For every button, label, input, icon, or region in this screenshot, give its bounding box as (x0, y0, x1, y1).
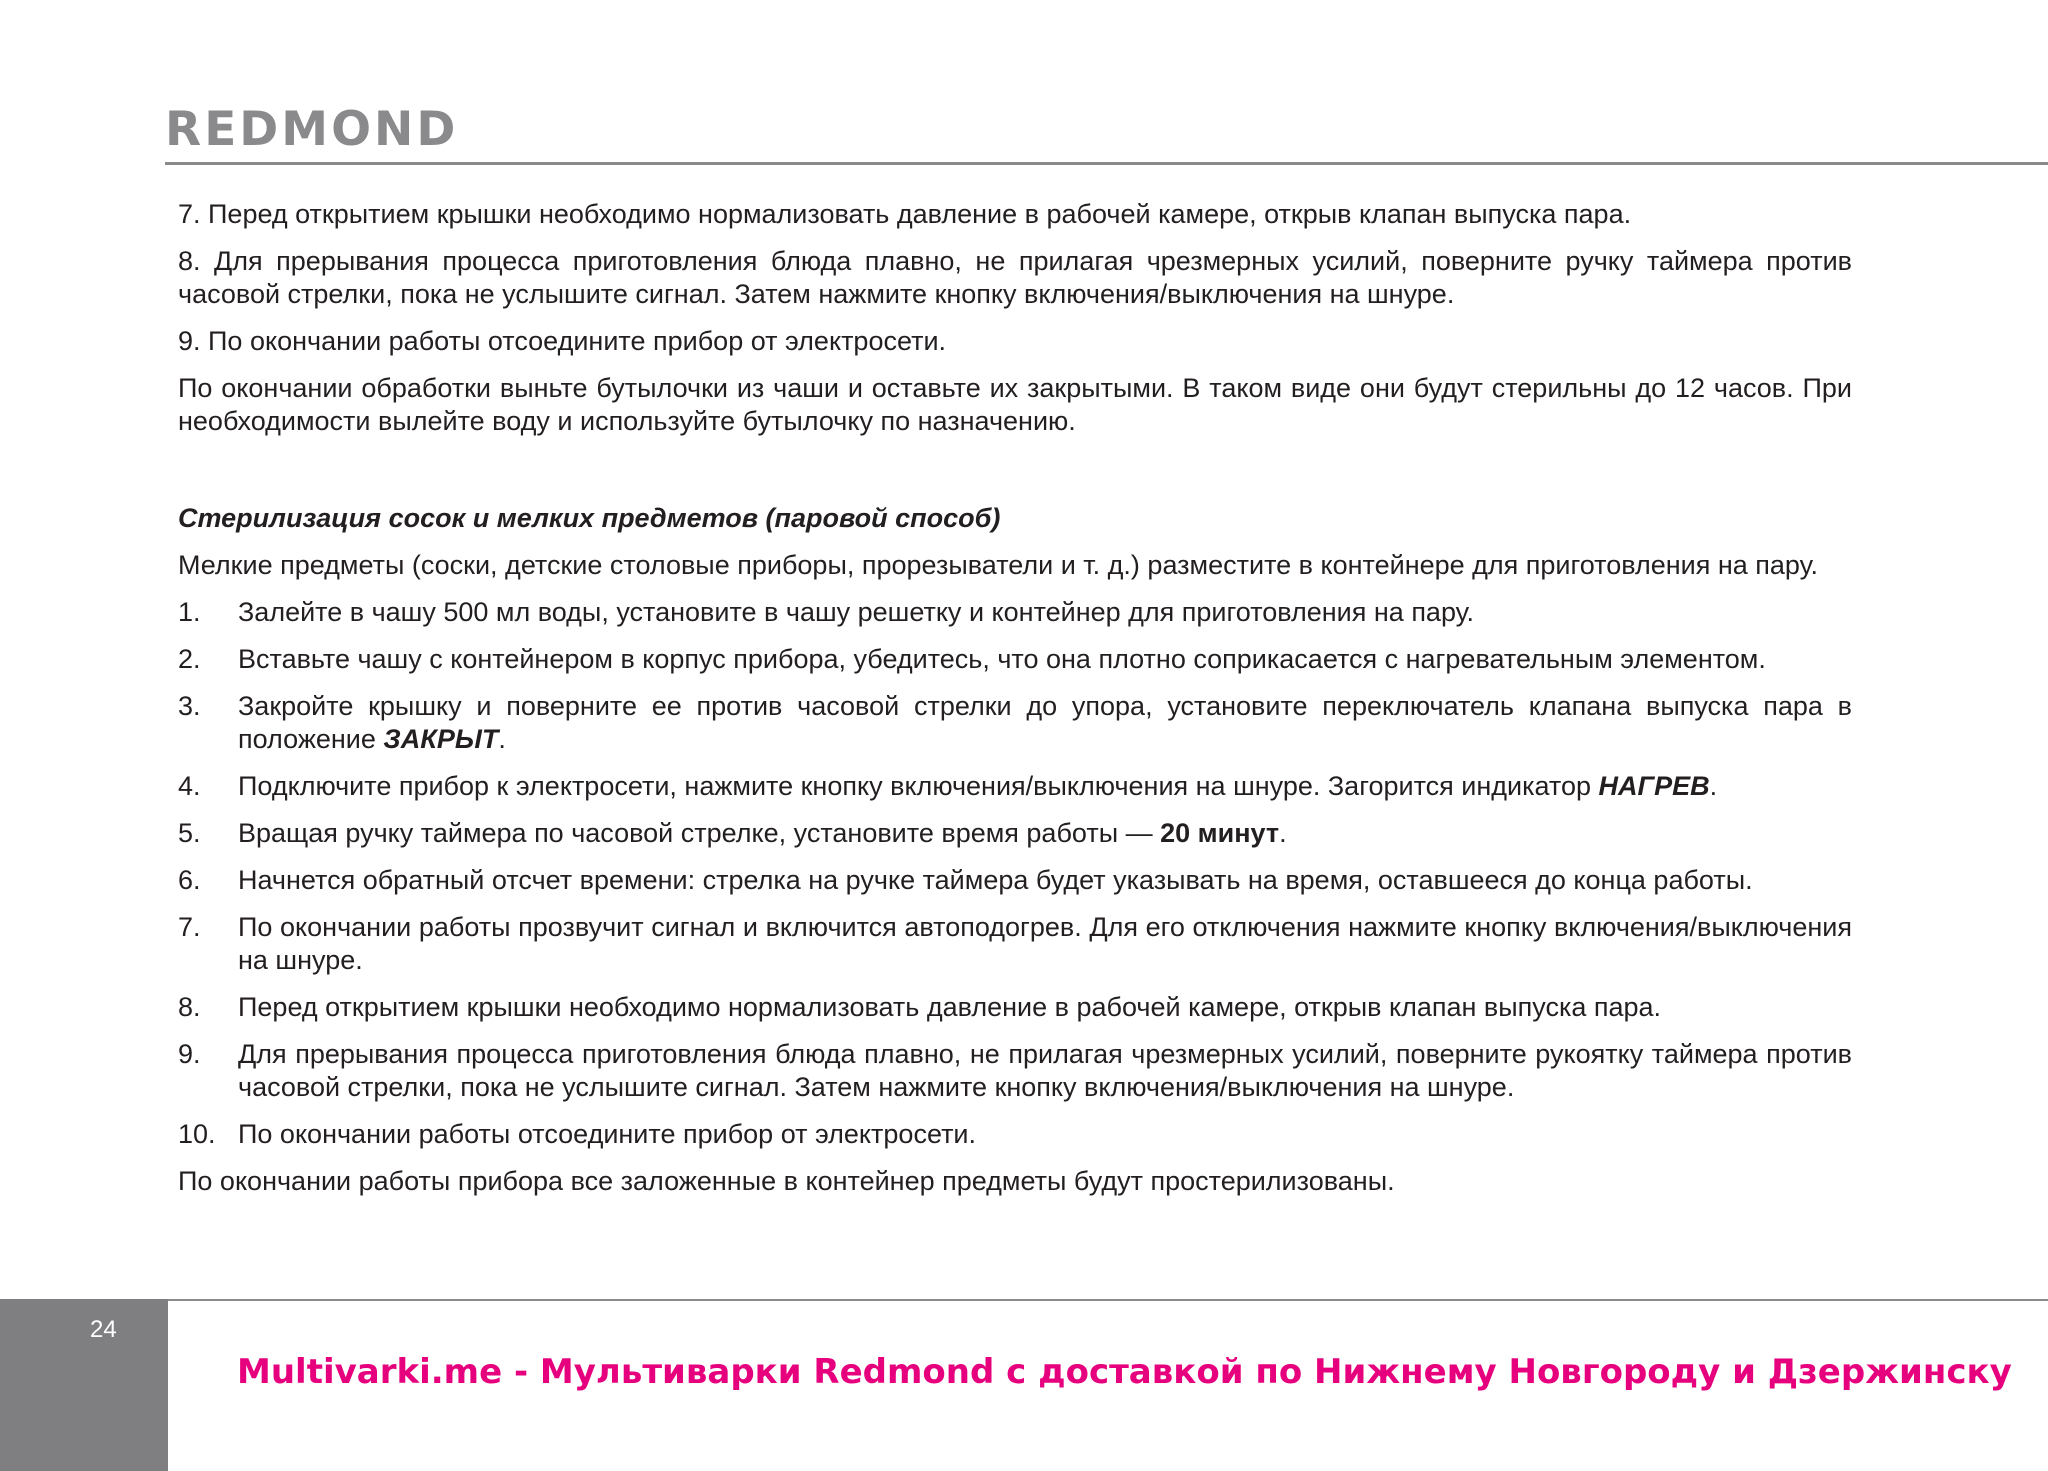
section-title: Стерилизация сосок и мелких предметов (паровой способ) (178, 503, 1001, 533)
section-lead: Мелкие предметы (соски, детские столовые приборы, прорезыватели и т. д.) разместите в контейнере для приготовления на пару. (178, 550, 1818, 580)
list-item (178, 1118, 1852, 1151)
step-number: 7. (178, 912, 201, 942)
intro-paragraph-9: 9. По окончании работы отсоедините прибор от электросети. (178, 326, 947, 356)
list-item (178, 643, 1852, 676)
promo-banner-text: Multivarki.me - Мультиварки Redmond с доставкой по Нижнему Новгороду и Дзержинску (237, 1352, 2012, 1392)
intro-paragraph-after: По окончании обработки выньте бутылочки из чаши и оставьте их закрытыми. В таком виде они будут стерильны до 12 часов. При необходимости вылейте воду и используйте бутылочку по назначению. (178, 373, 1852, 436)
step-number: 6. (178, 865, 201, 895)
step-number: 1. (178, 597, 201, 627)
step-text: По окончании работы прозвучит сигнал и включится автоподогрев. Для его отключения нажмите кнопку включения/выключения на шнуре. (238, 912, 1852, 975)
step-text: По окончании работы отсоедините прибор от электросети. (238, 1119, 977, 1149)
step-number: 10. (178, 1119, 216, 1149)
redmond-logo: REDMOND (165, 102, 459, 157)
emphasis-time: 20 минут (1160, 818, 1280, 848)
step-number: 8. (178, 992, 201, 1022)
closing-paragraph: По окончании работы прибора все заложенные в контейнер предметы будут простерилизованы. (178, 1166, 1395, 1196)
step-number: 2. (178, 644, 201, 674)
step-number: 5. (178, 818, 201, 848)
list-item (178, 817, 1852, 850)
step-text: Начнется обратный отсчет времени: стрелка на ручке таймера будет указывать на время, оставшееся до конца работы. (238, 865, 1753, 895)
step-number: 9. (178, 1039, 201, 1069)
page-number-tab (0, 1299, 168, 1471)
list-item (178, 770, 1852, 803)
step-text: Для прерывания процесса приготовления блюда плавно, не прилагая чрезмерных усилий, поверните рукоятку таймера против часовой стрелки, пока не услышите сигнал. Затем нажмите кнопку включения/выключения на шнуре. (238, 1039, 1852, 1102)
list-item (178, 1038, 1852, 1104)
list-item (178, 690, 1852, 756)
step-text: Закройте крышку и поверните ее против часовой стрелки до упора, установите переключатель клапана выпуска пара в положение ЗАКРЫТ. (238, 691, 1852, 754)
footer-divider (168, 1299, 2048, 1301)
steps-list (178, 596, 1852, 1151)
list-item (178, 991, 1852, 1024)
page-content (178, 198, 1852, 1212)
step-text: Залейте в чашу 500 мл воды, установите в чашу решетку и контейнер для приготовления на пару. (238, 597, 1474, 627)
page-number: 24 (90, 1316, 117, 1343)
step-text: Вращая ручку таймера по часовой стрелке, установите время работы — 20 минут. (238, 818, 1287, 848)
step-number: 4. (178, 771, 201, 801)
list-item (178, 864, 1852, 897)
step-text: Подключите прибор к электросети, нажмите кнопку включения/выключения на шнуре. Загорится индикатор НАГРЕВ. (238, 771, 1718, 801)
intro-paragraph-8: 8. Для прерывания процесса приготовления блюда плавно, не прилагая чрезмерных усилий, поверните ручку таймера против часовой стрелки, пока не услышите сигнал. Затем нажмите кнопку включения/выключения на шнуре. (178, 246, 1852, 309)
step-number: 3. (178, 691, 201, 721)
emphasis-heating: НАГРЕВ (1598, 771, 1710, 801)
step-text: Вставьте чашу с контейнером в корпус прибора, убедитесь, что она плотно соприкасается с нагревательным элементом. (238, 644, 1766, 674)
header-divider (165, 162, 2048, 165)
intro-paragraph-7: 7. Перед открытием крышки необходимо нормализовать давление в рабочей камере, открыв клапан выпуска пара. (178, 199, 1632, 229)
step-text: Перед открытием крышки необходимо нормализовать давление в рабочей камере, открыв клапан выпуска пара. (238, 992, 1662, 1022)
emphasis-closed: ЗАКРЫТ (383, 724, 499, 754)
list-item (178, 911, 1852, 977)
list-item (178, 596, 1852, 629)
